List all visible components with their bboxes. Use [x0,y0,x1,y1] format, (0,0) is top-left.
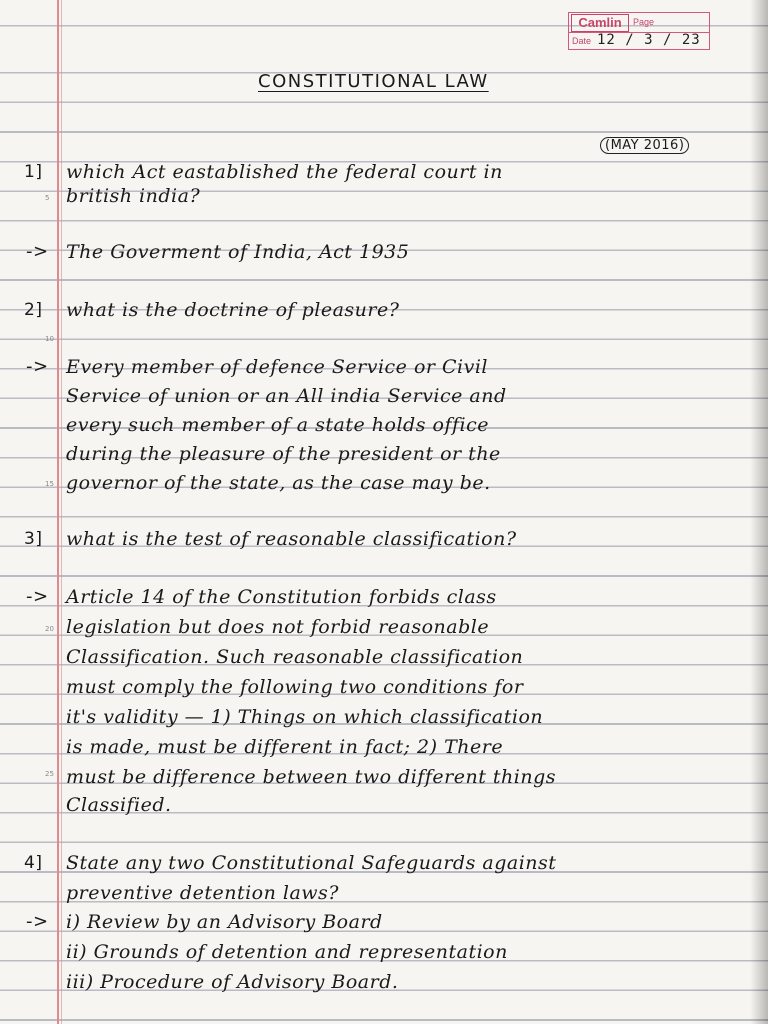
question-line: what is the test of reasonable classification? [66,528,517,550]
line-number: 25 [45,770,54,778]
answer-line: every such member of a state holds office [66,414,489,436]
question-number: 3] [24,529,43,549]
brand-logo: Camlin [571,14,629,32]
question-line: which Act eastablished the federal court in [66,161,503,183]
page-title: CONSTITUTIONAL LAW [258,71,489,92]
margin-line-inner [61,0,62,1024]
answer-arrow: -> [26,356,49,377]
answer-line: governor of the state, as the case may be. [66,472,491,494]
question-number: 4] [24,853,43,873]
date-label: Date [572,36,592,46]
question-number: 2] [24,300,43,320]
answer-arrow: -> [26,911,49,932]
answer-line: Classification. Such reasonable classification [66,646,524,668]
answer-line: Every member of defence Service or Civil [66,356,489,378]
line-number: 20 [45,625,54,633]
question-line: british india? [66,185,201,207]
question-line: what is the doctrine of pleasure? [66,299,400,321]
exam-note-wrap [600,131,689,158]
answer-line: ii) Grounds of detention and representation [66,941,508,963]
line-number: 5 [45,194,50,202]
page-header-box [568,12,710,50]
answer-line: is made, must be different in fact; 2) There [66,736,504,758]
answer-line: must be difference between two different things [66,766,556,788]
answer-arrow: -> [26,241,49,262]
answer-line: must comply the following two conditions for [66,676,524,698]
line-number: 15 [45,480,54,488]
question-line: State any two Constitutional Safeguards against [66,852,557,874]
exam-note: (MAY 2016) [600,137,689,154]
question-number: 1] [24,162,43,182]
date-value: 12 / 3 / 23 [597,32,701,48]
answer-line: Classified. [66,794,172,816]
question-line: preventive detention laws? [66,882,339,904]
answer-line: Service of union or an All india Service and [66,385,507,407]
page-edge-shadow [750,0,768,1024]
answer-line: i) Review by an Advisory Board [66,911,383,933]
answer-line: during the pleasure of the president or the [66,443,501,465]
answer-line: legislation but does not forbid reasonable [66,616,490,638]
answer-line: iii) Procedure of Advisory Board. [66,971,399,993]
page-label: Page [633,17,655,27]
margin-line [57,0,59,1024]
line-number: 10 [45,335,54,343]
answer-line: The Goverment of India, Act 1935 [66,241,410,263]
answer-line: Article 14 of the Constitution forbids class [66,586,497,608]
answer-line: it's validity — 1) Things on which classification [66,706,544,728]
answer-arrow: -> [26,586,49,607]
